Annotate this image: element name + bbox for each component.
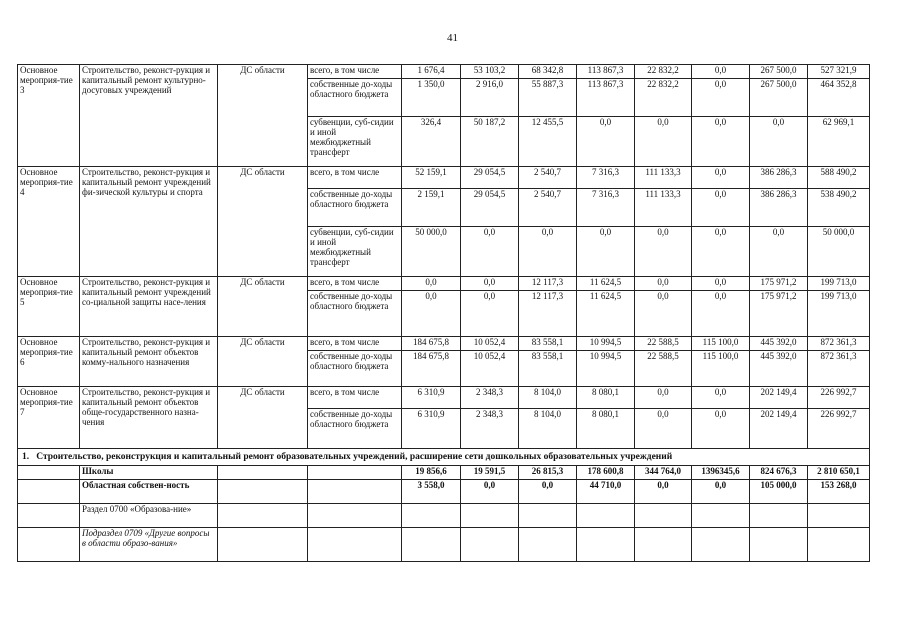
empty-cell	[308, 466, 402, 480]
value-cell: 8 080,1	[577, 387, 635, 409]
section-title: Строительство, реконструкция и капитальный ремонт образовательных учреждений, расширение сети дошкольных образовательных учреждений	[36, 452, 673, 462]
value-cell: 10 994,5	[577, 351, 635, 387]
value-cell: 226 992,7	[808, 387, 870, 409]
event-name: Строительство, реконст-рукция и капитальный ремонт учреждений со-циальной защиты насе-ления	[80, 277, 218, 337]
value-cell: 19 856,6	[402, 466, 461, 480]
page-number: 41	[447, 32, 458, 44]
value-cell: 62 969,1	[808, 117, 870, 167]
value-cell: 26 815,3	[519, 466, 577, 480]
value-cell: 0,0	[692, 387, 750, 409]
value-cell: 0,0	[692, 189, 750, 227]
empty-cell	[750, 528, 808, 562]
value-cell: 3 558,0	[402, 480, 461, 504]
value-cell: 68 342,8	[519, 65, 577, 79]
value-cell: 0,0	[461, 227, 519, 277]
value-cell: 10 052,4	[461, 337, 519, 351]
value-cell: 0,0	[692, 65, 750, 79]
event-name: Строительство, реконст-рукция и капитальный ремонт объектов комму-нального назначения	[80, 337, 218, 387]
value-cell: 386 286,3	[750, 189, 808, 227]
empty-cell	[18, 466, 80, 480]
value-cell: 538 490,2	[808, 189, 870, 227]
empty-cell	[635, 528, 692, 562]
value-cell: 12 117,3	[519, 277, 577, 291]
value-cell: 12 455,5	[519, 117, 577, 167]
event-number: Основное мероприя-тие 6	[18, 337, 80, 387]
value-cell: 52 159,1	[402, 167, 461, 189]
event-number: Основное мероприя-тие 3	[18, 65, 80, 167]
value-cell: 0,0	[577, 117, 635, 167]
table-row	[18, 167, 870, 189]
value-cell: 1 676,4	[402, 65, 461, 79]
event-name: Строительство, реконст-рукция и капитальный ремонт учреждений фи-зической культуры и спорта	[80, 167, 218, 277]
value-cell: 19 591,5	[461, 466, 519, 480]
value-cell: 8 080,1	[577, 409, 635, 449]
event-name: Строительство, реконст-рукция и капитальный ремонт объектов обще-государственного назна-чения	[80, 387, 218, 449]
value-cell: 22 588,5	[635, 351, 692, 387]
value-cell: 199 713,0	[808, 277, 870, 291]
value-cell: 113 867,3	[577, 65, 635, 79]
section-heading-row	[18, 449, 870, 466]
funding-source: всего, в том числе	[308, 277, 402, 291]
funding-source: собственные до-ходы областного бюджета	[308, 291, 402, 337]
funding-source: собственные до-ходы областного бюджета	[308, 79, 402, 117]
value-cell: 326,4	[402, 117, 461, 167]
empty-cell	[18, 528, 80, 562]
value-cell: 344 764,0	[635, 466, 692, 480]
value-cell: 22 832,2	[635, 79, 692, 117]
value-cell: 0,0	[402, 291, 461, 337]
table-row	[18, 65, 870, 79]
value-cell: 0,0	[402, 277, 461, 291]
empty-cell	[308, 480, 402, 504]
value-cell: 0,0	[635, 387, 692, 409]
value-cell: 175 971,2	[750, 277, 808, 291]
empty-cell	[577, 528, 635, 562]
empty-cell	[218, 504, 308, 528]
value-cell: 267 500,0	[750, 65, 808, 79]
empty-cell	[18, 504, 80, 528]
value-cell: 199 713,0	[808, 291, 870, 337]
value-cell: 386 286,3	[750, 167, 808, 189]
value-cell: 6 310,9	[402, 409, 461, 449]
value-cell: 55 887,3	[519, 79, 577, 117]
value-cell: 11 624,5	[577, 291, 635, 337]
table-row	[18, 387, 870, 409]
agency: ДС области	[218, 337, 308, 387]
value-cell: 0,0	[461, 480, 519, 504]
empty-cell	[218, 466, 308, 480]
value-cell: 111 133,3	[635, 167, 692, 189]
value-cell: 2 810 650,1	[808, 466, 870, 480]
value-cell: 202 149,4	[750, 409, 808, 449]
value-cell: 0,0	[692, 227, 750, 277]
value-cell: 0,0	[635, 277, 692, 291]
value-cell: 0,0	[692, 409, 750, 449]
value-cell: 7 316,3	[577, 167, 635, 189]
empty-cell	[218, 480, 308, 504]
value-cell: 29 054,5	[461, 167, 519, 189]
value-cell: 0,0	[519, 480, 577, 504]
value-cell: 2 540,7	[519, 167, 577, 189]
value-cell: 50 000,0	[808, 227, 870, 277]
regional-property-label: Областная собствен-ность	[80, 480, 218, 504]
value-cell: 153 268,0	[808, 480, 870, 504]
empty-cell	[519, 504, 577, 528]
empty-cell	[402, 528, 461, 562]
value-cell: 0,0	[461, 291, 519, 337]
value-cell: 0,0	[635, 117, 692, 167]
value-cell: 10 994,5	[577, 337, 635, 351]
value-cell: 0,0	[692, 480, 750, 504]
value-cell: 824 676,3	[750, 466, 808, 480]
value-cell: 202 149,4	[750, 387, 808, 409]
empty-cell	[461, 504, 519, 528]
empty-cell	[18, 480, 80, 504]
empty-cell	[461, 528, 519, 562]
table-row	[18, 504, 870, 528]
value-cell: 184 675,8	[402, 337, 461, 351]
section-number: 1.	[22, 452, 30, 462]
empty-cell	[577, 504, 635, 528]
value-cell: 2 348,3	[461, 387, 519, 409]
value-cell: 53 103,2	[461, 65, 519, 79]
empty-cell	[635, 504, 692, 528]
empty-cell	[692, 504, 750, 528]
value-cell: 22 588,5	[635, 337, 692, 351]
value-cell: 175 971,2	[750, 291, 808, 337]
empty-cell	[519, 528, 577, 562]
value-cell: 184 675,8	[402, 351, 461, 387]
value-cell: 0,0	[692, 291, 750, 337]
value-cell: 2 159,1	[402, 189, 461, 227]
empty-cell	[750, 504, 808, 528]
empty-cell	[402, 504, 461, 528]
funding-source: всего, в том числе	[308, 387, 402, 409]
funding-source: собственные до-ходы областного бюджета	[308, 351, 402, 387]
funding-source: собственные до-ходы областного бюджета	[308, 409, 402, 449]
value-cell: 50 187,2	[461, 117, 519, 167]
value-cell: 0,0	[577, 227, 635, 277]
funding-source: всего, в том числе	[308, 167, 402, 189]
value-cell: 0,0	[635, 227, 692, 277]
value-cell: 588 490,2	[808, 167, 870, 189]
event-number: Основное мероприя-тие 5	[18, 277, 80, 337]
value-cell: 0,0	[519, 227, 577, 277]
value-cell: 44 710,0	[577, 480, 635, 504]
value-cell: 0,0	[750, 117, 808, 167]
value-cell: 29 054,5	[461, 189, 519, 227]
value-cell: 105 000,0	[750, 480, 808, 504]
value-cell: 50 000,0	[402, 227, 461, 277]
schools-label: Школы	[80, 466, 218, 480]
value-cell: 2 916,0	[461, 79, 519, 117]
value-cell: 2 540,7	[519, 189, 577, 227]
value-cell: 178 600,8	[577, 466, 635, 480]
value-cell: 872 361,3	[808, 351, 870, 387]
value-cell: 2 348,3	[461, 409, 519, 449]
value-cell: 12 117,3	[519, 291, 577, 337]
empty-cell	[808, 528, 870, 562]
empty-cell	[808, 504, 870, 528]
event-number: Основное мероприя-тие 7	[18, 387, 80, 449]
table-row	[18, 480, 870, 504]
value-cell: 0,0	[692, 167, 750, 189]
agency: ДС области	[218, 387, 308, 449]
agency: ДС области	[218, 167, 308, 277]
budget-table	[17, 64, 870, 562]
podrazdel-label: Подраздел 0709 «Другие вопросы в области образо-вания»	[80, 528, 218, 562]
table-row	[18, 528, 870, 562]
value-cell: 0,0	[635, 480, 692, 504]
event-name: Строительство, реконст-рукция и капитальный ремонт культурно-досуговых учреждений	[80, 65, 218, 167]
funding-source: всего, в том числе	[308, 65, 402, 79]
value-cell: 115 100,0	[692, 337, 750, 351]
value-cell: 115 100,0	[692, 351, 750, 387]
value-cell: 445 392,0	[750, 351, 808, 387]
value-cell: 445 392,0	[750, 337, 808, 351]
value-cell: 1396345,6	[692, 466, 750, 480]
value-cell: 226 992,7	[808, 409, 870, 449]
value-cell: 22 832,2	[635, 65, 692, 79]
value-cell: 113 867,3	[577, 79, 635, 117]
funding-source: субвенции, суб-сидии и иной межбюджетный трансферт	[308, 227, 402, 277]
value-cell: 0,0	[635, 291, 692, 337]
value-cell: 0,0	[461, 277, 519, 291]
table-row	[18, 466, 870, 480]
value-cell: 527 321,9	[808, 65, 870, 79]
funding-source: субвенции, суб-сидии и иной межбюджетный трансферт	[308, 117, 402, 167]
empty-cell	[218, 528, 308, 562]
empty-cell	[308, 528, 402, 562]
funding-source: всего, в том числе	[308, 337, 402, 351]
funding-source: собственные до-ходы областного бюджета	[308, 189, 402, 227]
value-cell: 8 104,0	[519, 387, 577, 409]
event-number: Основное мероприя-тие 4	[18, 167, 80, 277]
agency: ДС области	[218, 65, 308, 167]
value-cell: 464 352,8	[808, 79, 870, 117]
value-cell: 0,0	[750, 227, 808, 277]
value-cell: 872 361,3	[808, 337, 870, 351]
value-cell: 0,0	[692, 117, 750, 167]
value-cell: 0,0	[692, 277, 750, 291]
razdel-label: Раздел 0700 «Образова-ние»	[80, 504, 218, 528]
value-cell: 0,0	[692, 79, 750, 117]
value-cell: 1 350,0	[402, 79, 461, 117]
agency: ДС области	[218, 277, 308, 337]
section-heading	[18, 449, 870, 466]
empty-cell	[692, 528, 750, 562]
value-cell: 10 052,4	[461, 351, 519, 387]
table-row	[18, 337, 870, 351]
value-cell: 11 624,5	[577, 277, 635, 291]
value-cell: 83 558,1	[519, 351, 577, 387]
value-cell: 0,0	[635, 409, 692, 449]
value-cell: 8 104,0	[519, 409, 577, 449]
value-cell: 267 500,0	[750, 79, 808, 117]
table-row	[18, 277, 870, 291]
value-cell: 7 316,3	[577, 189, 635, 227]
value-cell: 83 558,1	[519, 337, 577, 351]
empty-cell	[308, 504, 402, 528]
value-cell: 6 310,9	[402, 387, 461, 409]
value-cell: 111 133,3	[635, 189, 692, 227]
